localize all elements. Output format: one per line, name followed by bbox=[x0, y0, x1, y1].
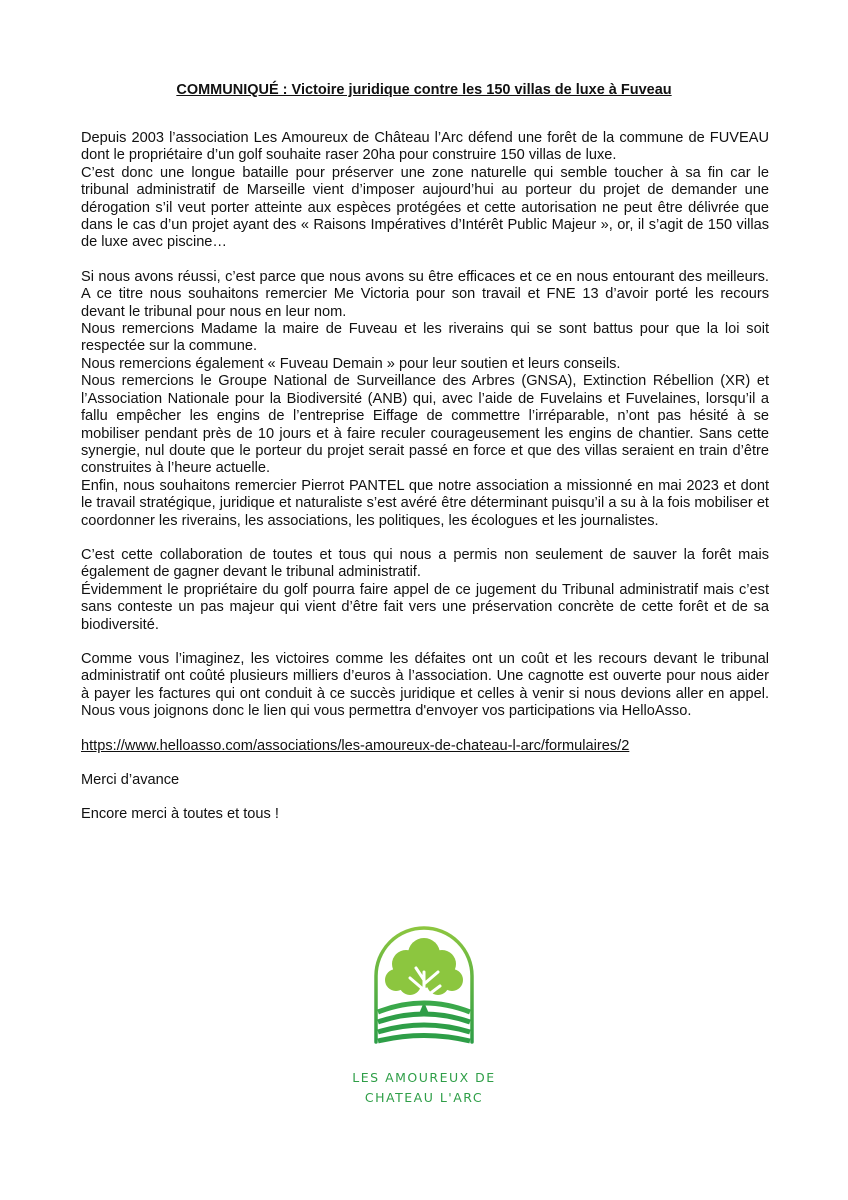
paragraph: Nous remercions le Groupe National de Surveillance des Arbres (GNSA), Extinction Rébellion (XR) et l’Association Nationale pour la Biodiversité (ANB) qui, avec l’aide de Fuvelains et Fuvelaines, lorsqu’il a fallu empêcher les engins de l’entreprise Eiffage de commettre l’irréparable, n’ont pas hésité à se mobiliser pendant près de 10 jours et à faire reculer courageusement les engins de chantier. Sans cette synergie, nul doute que le porteur du projet serait passé en force et que des villas seraient en train d’être construites à l’heure actuelle. bbox=[81, 373, 769, 477]
paragraph: Évidemment le propriétaire du golf pourra faire appel de ce jugement du Tribunal administratif mais c’est sans conteste un pas majeur qui vient d’être fait vers une préservation concrète de cette forêt et de sa biodiversité. bbox=[81, 581, 769, 633]
paragraph: Si nous avons réussi, c’est parce que nous avons su être efficaces et ce en nous entourant des meilleurs. A ce titre nous souhaitons remercier Me Victoria pour son travail et FNE 13 d’avoir porté les recours devant le tribunal pour nous en leur nom. bbox=[81, 268, 769, 320]
helloasso-link[interactable]: https://www.helloasso.com/associations/les-amoureux-de-chateau-l-arc/formulaires/2 bbox=[81, 737, 630, 754]
closing-text: Encore merci à toutes et tous ! bbox=[81, 806, 279, 823]
paragraph: Nous remercions également « Fuveau Demain » pour leur soutien et leurs conseils. bbox=[81, 355, 621, 372]
document-body bbox=[81, 130, 769, 824]
paragraph: Depuis 2003 l’association Les Amoureux de Château l’Arc défend une forêt de la commune de FUVEAU dont le propriétaire d’un golf souhaite raser 20ha pour construire 150 villas de luxe. bbox=[81, 130, 769, 164]
page-title: COMMUNIQUÉ : Victoire juridique contre les 150 villas de luxe à Fuveau bbox=[176, 82, 672, 98]
tree-logo-icon bbox=[364, 924, 484, 1044]
paragraph: Enfin, nous souhaitons remercier Pierrot PANTEL que notre association a missionné en mai 2023 et dont le travail stratégique, juridique et naturaliste s’est avéré être déterminant puisqu’il a su à la fois mobiliser et coordonner les riverains, les associations, les politiques, les écologues et les journalistes. bbox=[81, 477, 769, 529]
logo-text-line-1: LES AMOUREUX DE bbox=[352, 1070, 496, 1085]
paragraph: Nous remercions Madame la maire de Fuveau et les riverains qui se sont battus pour que la loi soit respectée sur la commune. bbox=[81, 321, 769, 355]
paragraph: Comme vous l’imaginez, les victoires comme les défaites ont un coût et les recours devant le tribunal administratif ont coûté plusieurs milliers d’euros à l’association. Une cagnotte est ouverte pour nous aider à payer les factures qui ont conduit à ce succès juridique et celles à venir si nous devions aller en appel. Nous vous joignons donc le lien qui vous permettra d'envoyer vos participations via HelloAsso. bbox=[81, 650, 769, 720]
thanks-text: Merci d’avance bbox=[81, 772, 180, 788]
logo-text-line-2: CHATEAU L'ARC bbox=[364, 1090, 484, 1105]
paragraph: C’est donc une longue bataille pour préserver une zone naturelle qui semble toucher à sa fin car le tribunal administratif de Marseille vient d’imposer aujourd’hui au porteur du projet de demander une dérogation s’il veut porter atteinte aux espèces protégées et cette autorisation ne peut être délivrée que dans le cas d’un projet ayant des « Raisons Impératives d’Intérêt Public Majeur », or, il s’agit de 150 villas de luxe avec piscine… bbox=[81, 164, 769, 251]
paragraph: C’est cette collaboration de toutes et tous qui nous a permis non seulement de sauver la forêt mais également de gagner devant le tribunal administratif. bbox=[81, 546, 769, 581]
